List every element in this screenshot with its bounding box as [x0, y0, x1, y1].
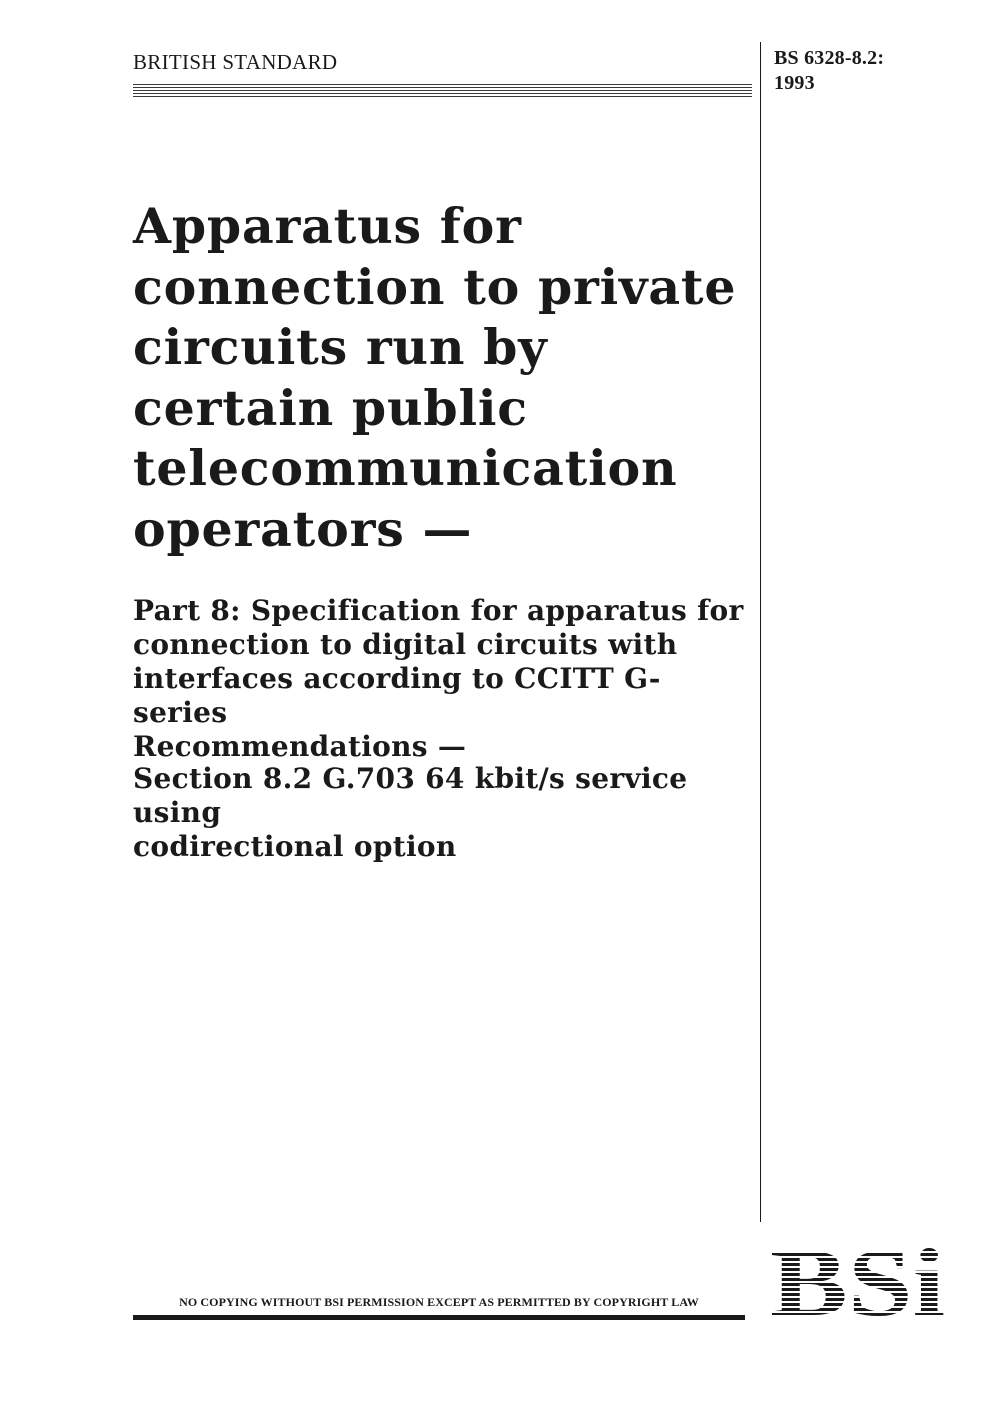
copyright-notice: NO COPYING WITHOUT BSI PERMISSION EXCEPT AS PERMITTED BY COPYRIGHT LAW [179, 1295, 699, 1309]
part-title-line: Recommendations — [133, 730, 467, 763]
part-title-line: connection to digital circuits with [133, 628, 678, 661]
document-title [133, 196, 743, 559]
standard-number-year: 1993 [774, 72, 815, 94]
section-title-line: Section 8.2 G.703 64 kbit/s service using [133, 762, 688, 829]
title-line: connection to private [133, 257, 737, 316]
part-title-line: interfaces according to CCITT G-series [133, 662, 661, 729]
standard-number [774, 46, 884, 96]
title-line: certain public [133, 378, 528, 437]
title-line: Apparatus for [133, 197, 522, 255]
vertical-divider [760, 42, 761, 1222]
header-rule [133, 84, 752, 98]
bsi-logo-icon [770, 1243, 945, 1321]
title-line: operators — [133, 499, 473, 558]
standard-number-code: BS 6328-8.2: [774, 47, 885, 69]
section-title-line: codirectional option [133, 830, 457, 863]
part-title-line: Part 8: Specification for apparatus for [133, 594, 744, 627]
header-label: BRITISH STANDARD [133, 50, 338, 74]
part-title [133, 594, 753, 764]
title-line: circuits run by [133, 318, 548, 376]
title-line: telecommunication [133, 439, 678, 497]
footer-rule [133, 1315, 745, 1320]
section-title [133, 762, 753, 864]
